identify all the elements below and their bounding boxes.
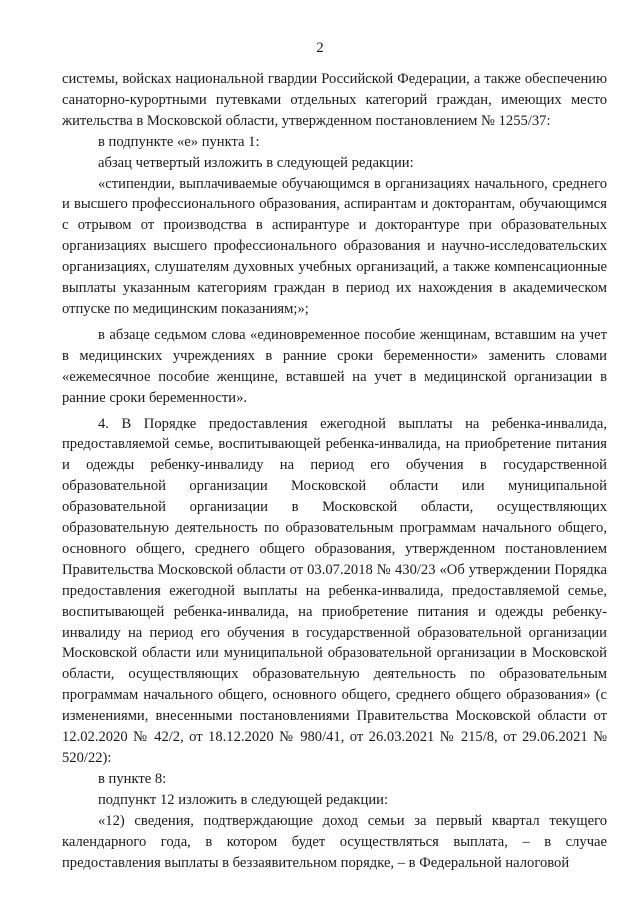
paragraph-subpoint-12: подпункт 12 изложить в следующей редакции: xyxy=(98,791,389,808)
paragraph-instruction-4th: абзац четвертый изложить в следующей редакции: xyxy=(98,154,414,171)
paragraph-subclause-e: в подпункте «е» пункта 1: xyxy=(98,133,260,150)
paragraph-quoted-12: «12) сведения, подтверждающие доход семьи за первый квартал текущего календарного года, в котором будет осуществляться выплата, – в случае предоставления выплаты в беззаявительном порядке, – в Федеральной налоговой xyxy=(62,812,607,871)
paragraph-quoted-stipends: «стипендии, выплачиваемые обучающимся в организациях начального, среднего и высшего профессионального образования, аспирантам и докторантам, обучающимся с отрывом от производства в аспирантуре и докторантуре при образовательных организациях высшего профессионального образования и научно-исследовательских организациях, слушателям духовных учебных организаций, а также компенсационные выплаты указанным категориям граждан в период их нахождения в академическом отпуске по медицинским показаниям;»; xyxy=(62,175,607,317)
page-number: 2 xyxy=(316,40,324,56)
paragraph-item-4: 4. В Порядке предоставления ежегодной выплаты на ребенка-инвалида, предоставляемой семье, воспитывающей ребенка-инвалида, на приобретение питания и одежды ребенку-инвалиду на период его обучения в государственной образовательной организации Московской области или муниципальной образовательной организации в Московской области, осуществляющих образовательную деятельность по образовательным программам начального общего, основного общего, среднего общего образования, утвержденном постановлением Правительства Московской области от 03.07.2018 № 430/23 «Об утверждении Порядка предоставления ежегодной выплаты на ребенка-инвалида, предоставляемой семье, воспитывающей ребенка-инвалида, на приобретение питания и одежды ребенку-инвалиду на период его обучения в государственной образовательной организации Московской области или муниципальной образовательной организации в Московской области, осуществляющих образовательную деятельность по образовательным программам начального общего, основного общего, среднего общего образования» (с изменениями, внесенными постановлениями Правительства Московской области от 12.02.2020 № 42/2, от 18.12.2020 № 980/41, от 26.03.2021 № 215/8, от 29.06.2021 № 520/22): xyxy=(62,415,607,766)
paragraph-seventh-abzac: в абзаце седьмом слова «единовременное пособие женщинам, вставшим на учет в медицинских учреждениях в ранние сроки беременности» заменить словами «ежемесячное пособие женщине, вставшей на учет в медицинской организации в ранние сроки беременности». xyxy=(62,326,607,406)
paragraph-point-8: в пункте 8: xyxy=(98,770,167,787)
paragraph-continuation: системы, войсках национальной гвардии Российской Федерации, а также обеспечению санаторно-курортными путевками отдельных категорий граждан, имеющих место жительства в Московской области, утвержденном постановлением № 1255/37: xyxy=(62,71,607,129)
document-body xyxy=(62,69,607,873)
